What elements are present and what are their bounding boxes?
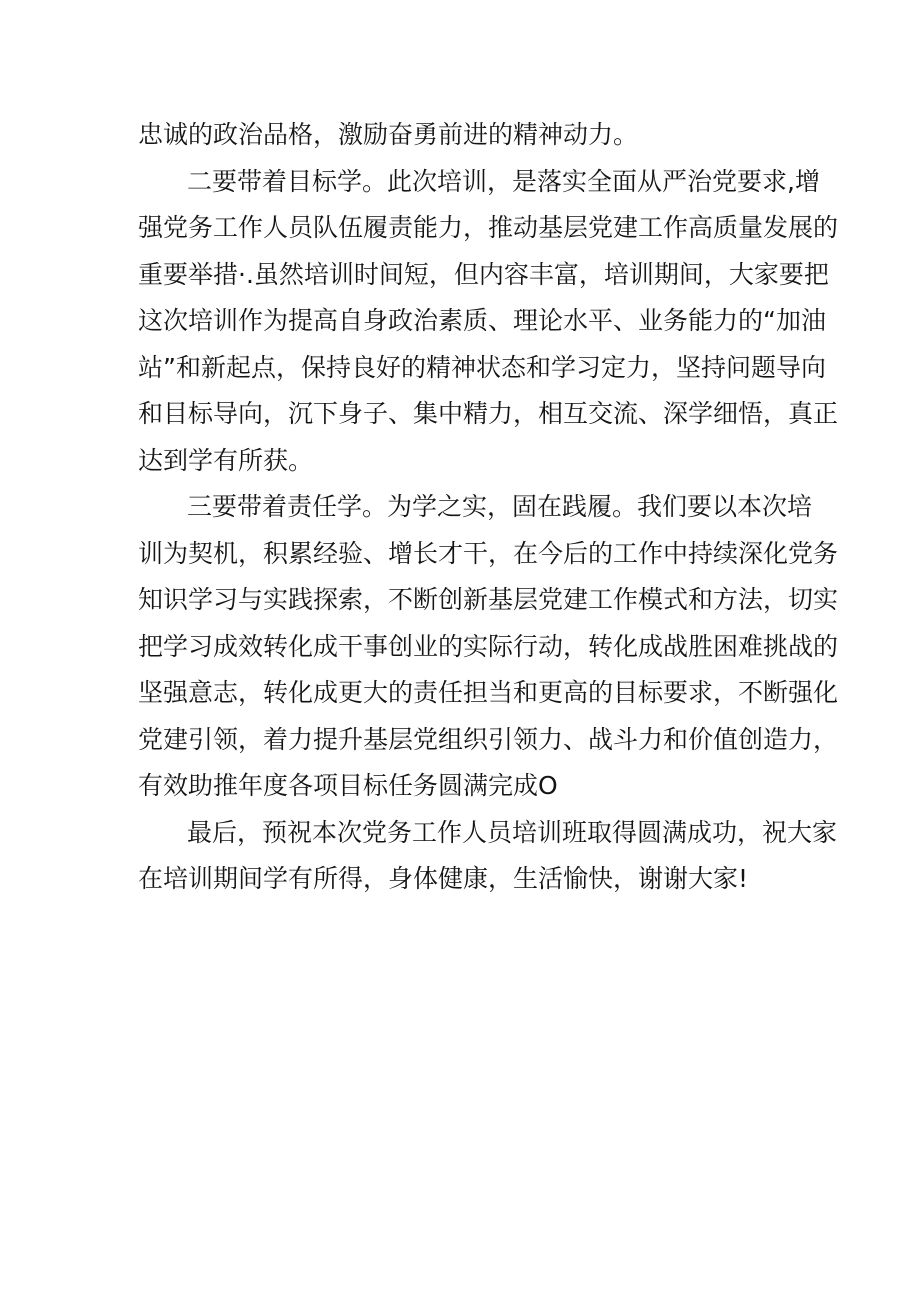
text-line-10: 训为契机，积累经验、增长才干，在今后的工作中持续深化党务: [138, 538, 839, 568]
text-line-12: 把学习成效转化成干事创业的实际行动，转化成战胜困难挑战的: [138, 631, 839, 661]
text-line-8: 达到学有所获。: [138, 445, 314, 475]
text-line-2: 二要带着目标学。此次培训，是落实全面从严治党要求,增: [187, 166, 820, 196]
text-line-11: 知识学习与实践探索，不断创新基层党建工作模式和方法，切实: [138, 585, 839, 614]
text-line-5: 这次培训作为提高自身政治素质、理论水平、业务能力的“加油: [138, 306, 826, 335]
text-line-4: 重要举措·.虽然培训时间短，但内容丰富，培训期间，大家要把: [138, 259, 829, 289]
text-line-6: 站”和新起点，保持良好的精神状态和学习定力，坚持问题导向: [138, 352, 826, 382]
text-line-16: 最后，预祝本次党务工作人员培训班取得圆满成功，祝大家: [187, 817, 838, 847]
text-line-17: 在培训期间学有所得，身体健康，生活愉快，谢谢大家!: [138, 864, 749, 893]
text-line-15: 有效助推年度各项目标任务圆满完成O: [138, 771, 558, 800]
text-line-3: 强党务工作人员队伍履责能力，推动基层党建工作高质量发展的: [138, 213, 839, 242]
text-line-7: 和目标导向，沉下身子、集中精力，相互交流、深学细悟，真正: [138, 399, 839, 428]
text-line-9: 三要带着责任学。为学之实，固在践履。我们要以本次培: [187, 492, 813, 521]
text-line-13: 坚强意志，转化成更大的责任担当和更高的目标要求，不断强化: [138, 678, 839, 707]
body-text: [138, 112, 839, 903]
text-line-1: 忠诚的政治品格，激励奋勇前进的精神动力。: [138, 120, 639, 149]
text-line-14: 党建引领，着力提升基层党组织引领力、战斗力和价值创造力，: [138, 724, 839, 754]
